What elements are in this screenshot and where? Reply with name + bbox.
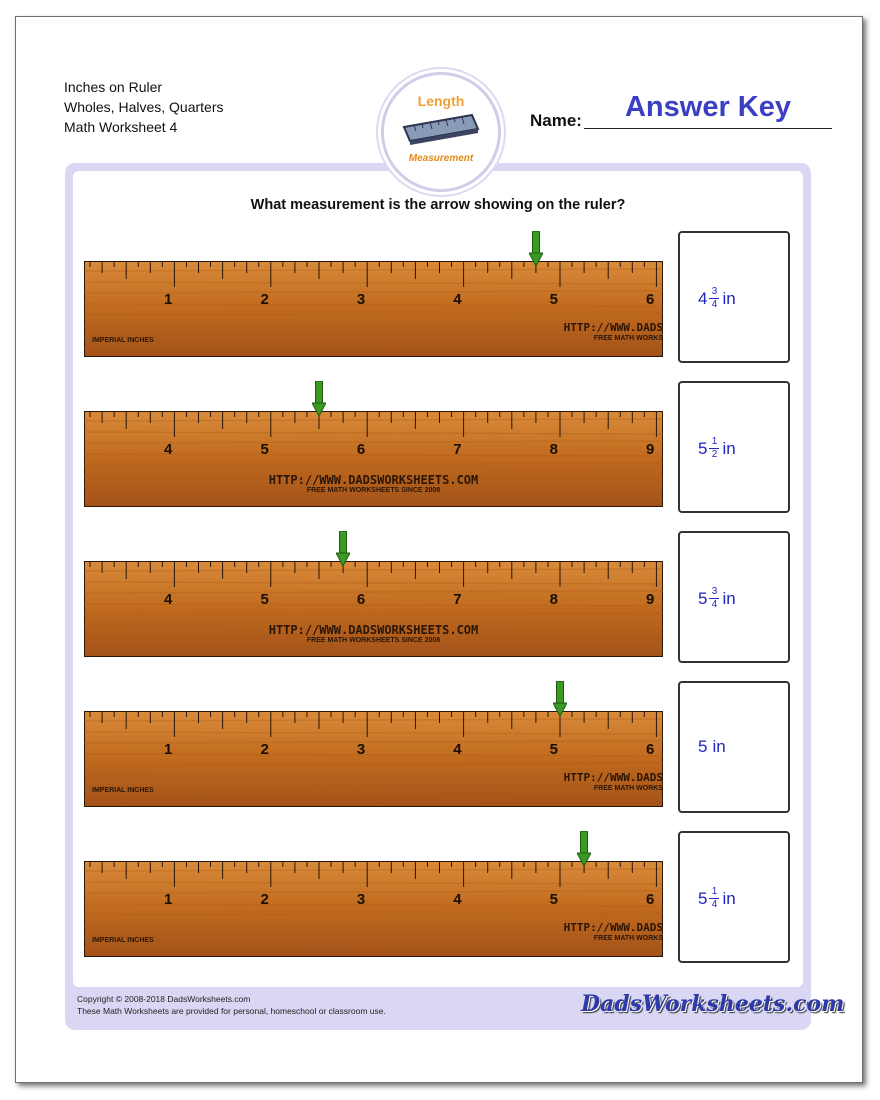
ruler: [84, 411, 663, 507]
ruler-url-text: HTTP://WWW.DADSWORKSHEETS.COM: [268, 623, 479, 637]
answer-whole: 5: [698, 737, 708, 756]
problem-row: [73, 381, 803, 513]
answer-value: [698, 887, 736, 910]
question-text: What measurement is the arrow showing on the ruler?: [250, 197, 626, 213]
logo-title: Length: [417, 93, 465, 109]
pointer-arrow-icon: [336, 531, 350, 567]
answer-box[interactable]: [678, 681, 790, 813]
ruler-inch-label: 3: [356, 291, 366, 308]
ruler-inch-label: 1: [164, 741, 173, 758]
answer-value: [698, 437, 736, 460]
ruler-inch-label: 9: [646, 591, 655, 608]
answer-box[interactable]: [678, 231, 790, 363]
problem-row: [73, 231, 803, 363]
answer-unit: in: [722, 288, 736, 308]
ruler-inch-label: 9: [646, 441, 655, 458]
fraction-numerator: 1: [711, 436, 718, 447]
answer-value: [698, 737, 726, 757]
ruler-inch-label: 4: [453, 291, 462, 308]
ruler-imperial-label: IMPERIAL INCHES: [92, 337, 154, 344]
worksheet-title: Inches on Ruler: [64, 79, 163, 95]
answer-key-title: Answer Key: [624, 91, 791, 123]
answer-whole: 5: [698, 588, 708, 608]
ruler-inch-label: 3: [356, 891, 366, 908]
answer-whole: 5: [698, 438, 708, 458]
copyright: [77, 993, 386, 1017]
usage-notice: These Math Worksheets are provided for personal, homeschool or classroom use.: [77, 1006, 386, 1016]
pointer-arrow-icon: [529, 231, 543, 267]
ruler-inch-label: 7: [453, 591, 462, 608]
answer-unit: in: [712, 737, 726, 756]
worksheet-number: Math Worksheet 4: [64, 119, 178, 135]
answer-box[interactable]: [678, 381, 790, 513]
ruler-url-text: HTTP://WWW.DADS: [563, 321, 663, 334]
name-label: Name:: [530, 111, 582, 130]
ruler-inch-label: 5: [549, 891, 558, 908]
ruler-sub-text: FREE MATH WORKS: [593, 785, 663, 792]
ruler-inch-label: 5: [549, 291, 558, 308]
ruler-imperial-label: IMPERIAL INCHES: [92, 937, 154, 944]
worksheet-header: [64, 77, 224, 137]
ruler-sub-text: FREE MATH WORKS: [593, 935, 663, 942]
ruler-inch-label: 6: [356, 441, 366, 458]
ruler: [84, 861, 663, 957]
ruler: [84, 711, 663, 807]
ruler-inch-label: 7: [453, 441, 462, 458]
ruler-inch-label: 4: [453, 891, 462, 908]
answer-value: [698, 287, 736, 310]
ruler: [84, 561, 663, 657]
ruler-inch-label: 6: [646, 291, 655, 308]
answer-fraction: [709, 587, 719, 610]
problems-panel: [65, 163, 845, 1030]
ruler-inch-label: 5: [260, 591, 269, 608]
pointer-arrow-icon: [553, 681, 567, 717]
ruler-icon: [400, 113, 480, 147]
problem-row: [73, 681, 803, 813]
ruler-inch-label: 1: [164, 291, 173, 308]
ruler-inch-label: 6: [356, 591, 366, 608]
answer-fraction: [709, 287, 719, 310]
ruler-graphic: [84, 711, 663, 807]
ruler: [84, 261, 663, 357]
problem-row: [73, 831, 803, 963]
fraction-denominator: 4: [711, 899, 718, 910]
ruler-inch-label: 3: [356, 741, 366, 758]
ruler-inch-label: 5: [260, 441, 269, 458]
footer: [65, 987, 845, 1030]
answer-unit: in: [722, 888, 736, 908]
fraction-numerator: 1: [711, 886, 718, 897]
answer-box[interactable]: [678, 831, 790, 963]
ruler-inch-label: 4: [164, 591, 173, 608]
ruler-sub-text: FREE MATH WORKS: [593, 335, 663, 342]
answer-whole: 4: [698, 288, 708, 308]
fraction-denominator: 4: [711, 599, 718, 610]
copyright-text: Copyright © 2008-2018 DadsWorksheets.com: [77, 994, 251, 1004]
problems-area: [73, 171, 803, 987]
fraction-numerator: 3: [711, 286, 718, 297]
ruler-inch-label: 4: [164, 441, 173, 458]
answer-fraction: [709, 437, 719, 460]
length-measurement-logo: [381, 72, 501, 192]
ruler-inch-label: 2: [260, 891, 269, 908]
ruler-url-text: HTTP://WWW.DADS: [563, 921, 663, 934]
ruler-sub-text: FREE MATH WORKSHEETS SINCE 2008: [306, 487, 441, 494]
ruler-imperial-label: IMPERIAL INCHES: [92, 787, 154, 794]
pointer-arrow-icon: [577, 831, 591, 867]
ruler-inch-label: 2: [260, 741, 269, 758]
worksheet-page: [15, 16, 863, 1083]
fraction-denominator: 2: [711, 449, 718, 460]
answer-fraction: [709, 887, 719, 910]
ruler-inch-label: 4: [453, 741, 462, 758]
answer-whole: 5: [698, 888, 708, 908]
ruler-inch-label: 1: [164, 891, 173, 908]
answer-unit: in: [722, 588, 736, 608]
ruler-inch-label: 6: [646, 891, 655, 908]
fraction-numerator: 3: [711, 586, 718, 597]
answer-box[interactable]: [678, 531, 790, 663]
ruler-sub-text: FREE MATH WORKSHEETS SINCE 2008: [306, 637, 441, 644]
worksheet-subtitle: Wholes, Halves, Quarters: [64, 99, 224, 115]
problem-row: [73, 531, 803, 663]
logo-subtitle: Measurement: [408, 153, 474, 164]
ruler-inch-label: 8: [549, 441, 558, 458]
ruler-url-text: HTTP://WWW.DADS: [563, 771, 663, 784]
fraction-denominator: 4: [711, 299, 718, 310]
name-field[interactable]: [584, 128, 832, 129]
answer-value: [698, 587, 736, 610]
ruler-inch-label: 8: [549, 591, 558, 608]
answer-unit: in: [722, 438, 736, 458]
ruler-graphic: [84, 261, 663, 357]
ruler-inch-label: 6: [646, 741, 655, 758]
ruler-graphic: [84, 861, 663, 957]
ruler-inch-label: 2: [260, 291, 269, 308]
ruler-url-text: HTTP://WWW.DADSWORKSHEETS.COM: [268, 473, 479, 487]
pointer-arrow-icon: [312, 381, 326, 417]
dadsworksheets-logo: DadsWorksheets.com: [581, 991, 845, 1017]
ruler-inch-label: 5: [549, 741, 558, 758]
